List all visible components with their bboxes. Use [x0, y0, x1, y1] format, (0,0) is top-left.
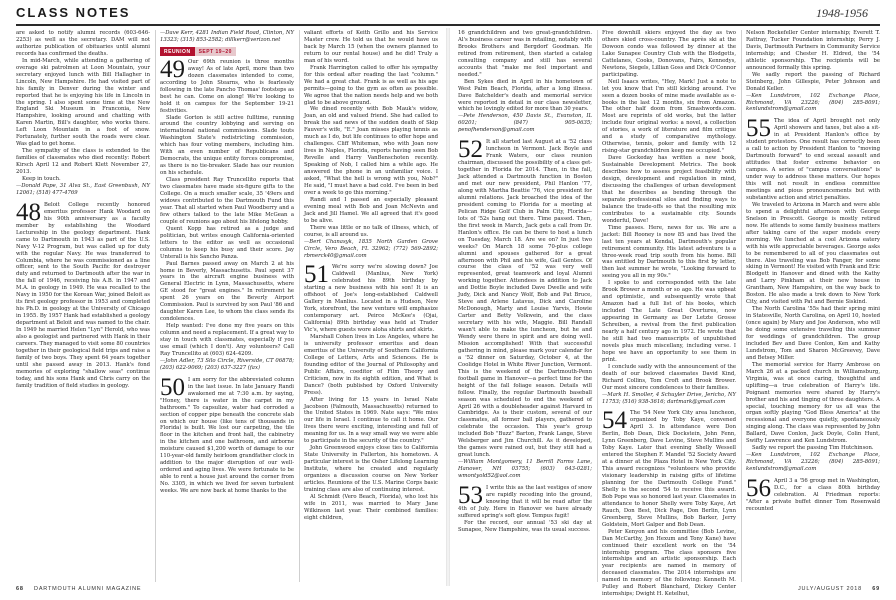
- column-divider: [299, 30, 300, 582]
- header-rule: [16, 24, 880, 26]
- paragraph: There was little or no talk of illness, which, of course, is all around us.: [304, 224, 438, 238]
- footer-left: [16, 586, 141, 592]
- paragraph: Time passes. Here, news for us. We are a jacket: Bill Rooney is now 85 and has lived the last ten years at Kendal, Dartmouth's popular retirement community. His latest adventure is a three-week road trip south from his home. Bill was entitled by Dartmouth to this first by letter, then last summer he wrote, "Looking forward to seeing you all in my 90s.": [602, 224, 736, 280]
- paragraph: The memorial service for Harry Ambrose on March 26 at a packed church in Williamsburg, Virginia, was at once caring, thoughtful and uplifting—a true celebration of Harry's life. Poignant memories were shared by Harry's brother and his and tinging of three daughters. A special, touching memory for us all was the organ softly playing "God Bless America" at the recessional and everyone quietly, spontaneously singing along. The class was represented by John Ballard, Dave Conlon, Jack Doyle, Colin Hunt, Swifty Lawrence and Ken Lundstrom.: [746, 361, 880, 445]
- reunion-banner: [160, 47, 294, 56]
- column-6: [746, 30, 880, 582]
- secretary-signature: —Ken Lundstrom, 102 Exchange Place, Richmond, VA 23226; (804) 285-8091; kenlundstrom@gmail.com: [746, 92, 880, 113]
- paragraph: Five downhill skiers enjoyed the day as two others skied cross-country. The après ski at the Dowoon condo was followed by dinner at the Lake Sunapee Country Club with the Blodgetts, Cattelanes, Cooks, Donovans, Fairs, Kennedys, Newtons, Siegels, Lillian Goss and Dick O'Connor participating.: [602, 30, 736, 78]
- class-entry-text: It all started last August at a '52 class luncheon in Vermont. Jack Boyle and Frank Waters, our class reunion chairman, discussed the possibility of a class get-together in Florida for 2014. Then, in the fall, Jack attended a Dartmouth function in Boston and met our new president, Phil Hanlon '77, along with Martha Beattie '76, vice president for alumni relations. Jack broached the idea of the president coming to Florida for a meeting at Pelican Ridge Golf Club in Palm City, Florida—lots of '52s hang out there. Time passed. Then, the first week in March, Jack gets a call from Dr. Hanlon's office. He can be there to host a lunch on Tuesday, March 18. Are we on? In just two weeks? On March 18 some 70-plus college alumni and spouses gathered for a great afternoon with Phil and his wife, Gail Gentes. Of course the class of '52 was very well represented, great teamwork and loyal Alumni working together. Attendees in addition to Jack and Dottie Boyle included Dave Dwelle and wife Judy, Dick and Nancy Wolf, Bob and Pat Bruce, Steve and Arlene Latavus, Dick and Caroline McDonough, Marty and Louise Yarvis, Howie Carter and Betty Volkwein, and the class secretary with his wife, Maggie. Bill Randall wasn't able to make the luncheon, but he and Wendy were there in spirit and are doing well. Mission accomplished! With that successful gathering in mind, please mark your calendar for a '52 dinner on Saturday, October 4, at the Coolidge Hotel in White River Junction, Vermont. This is the weekend of the Dartmouth-Penn football game in Hanover—a perfect time for the height of the fall foliage season. Details will follow. Finally, the regular Dartmouth baseball season was scheduled to end the weekend of April 26 with a doubleheader against Harvard in Cambridge. As is their custom, several of our classmates, all former ball players, gathered to celebrate the occasion. This year's group included Bob "Buzz" Barton, Frank Lange, Steve Welsberger and Jim Churchill. As it developed, the games were rained out, but they still had a great lunch.: [458, 139, 592, 459]
- paragraph: Keep in touch.: [22, 176, 61, 183]
- secretary-signature: —Ken Lundstrom, 102 Exchange Place, Richmond, VA 23226; (804) 285-8091; kenlundstrom@gmail.com: [746, 452, 880, 473]
- paragraph: valiant efforts of Keith Grillo and his Service Master crew. He told us that he would have us back by March 15 (when the owners planned to return to our rental house) and he did! Truly a man of his word.: [304, 30, 438, 64]
- paragraph: We traveled to Arizona in March and were able to spend a delightful afternoon with George Snelson in Prescott. George is mostly retired now. He attends to some family business matters after taking care of the super models every morning. We lunched at a cool Arizona eatery with his wife appreciable beverages. George asks to be remembered to all of you classmates out there. Also traveling was Bob Fanger, for some skiing in Vermont! He visited with Frank and Eric Blodgett in Hanover and dined with the Kathy and Larry Pinkham at their new house in Grantham, New Hampshire, on the way back to Boston. He also made a trek down to New York City, and visited with Pat and Bernie Siskind.: [746, 201, 880, 306]
- column-5: [602, 30, 736, 598]
- secretary-signature: —Mark H. Smoller, 4 Schuyler Drive, Jericho, NY 11753; (516) 938-3616; dartmark@gmail.com: [602, 391, 736, 405]
- class-year-number: 56: [746, 475, 771, 503]
- paragraph: For the record, our annual '53 ski day at Sunapee, New Hampshire, was its usual success.: [458, 519, 592, 533]
- paragraph: 16 grandchildren and two great-grandchildren. Al's business career was in retailing, notably with Brooks Brothers and Bergdorf Goodman. He retired from retirement, then started a catalog consulting company and still has several accounts that "make me feel important and needed.": [458, 30, 592, 78]
- class-year-number: 49: [160, 55, 185, 83]
- paragraph: I conclude sadly with the announcement of the death of our beloved classmates David Kind, Richard Collins, Tom Croft and Brook Brower. Our most sincere condolences to their families.: [602, 363, 736, 391]
- footer-right: [798, 586, 880, 592]
- reunion-dates: SEPT 19–20: [195, 47, 236, 56]
- column-4: [458, 30, 592, 582]
- paragraph: Slade Gorton is still active fulltime, running around the country lobbying and serving on international national commissions. Slade touts Washington State's redistricting commission, which has four voting members, including him. With an even number of Republicans and Democrats, the unique entity forces compromise, as there is no tie-breaker. Slade has our reunion on his schedule.: [160, 114, 294, 177]
- class-entry-52: [458, 136, 592, 459]
- paragraph: The sympathy of the class is extended to the families of classmates who died recently: Robert Kirsch April 12 and Robert Klett November 27, 2013.: [16, 148, 150, 176]
- column-divider: [741, 30, 742, 582]
- column-divider: [155, 30, 156, 582]
- class-entry-text: We're sorry we're slowing down? Joe Caldwell (Manlius, New York) celebrated his 89th birthday by starting a new business with his son! It is an offshoot of Joe's long-established Caldwell Gallery in Manlius. Located in a Hudson, New York, storefront, the new venture will emphasize contemporary art. Peirce McKee's (Ojai, California) 89th birthday was held at Trader Vic's, where guests wore aloha shirts and skirts.: [304, 264, 438, 334]
- paragraph: Al Schmidt (Vero Beach, Florida), who lost his wife in 2011, was married to Mary Jane Wilkinson last year. Their combined families: eight children,: [304, 493, 438, 521]
- class-entry-54: [602, 407, 736, 528]
- paragraph: Marshall Cohen lives in Los Angeles, where he is university professor emeritus and dean emeritus of the University of Southern California College of Letters, Arts and Sciences. He is founding editor of the Journal of Philosophy and Public Affairs, coeditor of Film Theory and Criticism, now in its eighth edition, and What is Dance? (both published by Oxford University Press).: [304, 333, 438, 396]
- paragraph: Paul Barnes passed away on March 2 at his home in Beverly, Massachusetts. Paul spent 37 years in the aircraft engine business with General Electric in Lynn, Massachusetts, where GE stood for "great engines." In retirement he spent 26 years on the Beverly Airport Commission. Paul is survived by son Paul '86 and daughter Karen Lee, to whom the class sends its condolences.: [160, 260, 294, 323]
- class-entry-text: Our 69th reunion is three months away! As of late April, more than two dozen classmates intended to come, according to John Stearns, who is fearlessly following in the late Pancho Thomas' footsteps as best he can. Come on along! We're looking to hold it on campus for the September 19-21 festivities.: [160, 58, 294, 114]
- issue-date: JULY/AUGUST 2018: [798, 586, 862, 592]
- class-year-number: 54: [602, 407, 627, 435]
- column-divider: [597, 30, 598, 582]
- class-year-number: 55: [746, 115, 771, 143]
- paragraph: We sadly report the passing of Richard Steinberg, John Gillespie, Peter Johnson and Donald Keller.: [746, 71, 880, 92]
- class-entry-48: [16, 198, 150, 390]
- class-entry-53: [458, 482, 592, 520]
- paragraph: Quent Kopp has retired as a judge and politician, but writes enough California-oriented letters to the editor as well as occasional columns to keep his busy and their score. Jay Unterall is his Sancho Panza.: [160, 225, 294, 260]
- paragraph: are asked to notify alumni records (603-646-2253) as well as the secretary. DAM will not authorize publication of obituaries until alumni records has confirmed the deaths.: [16, 30, 150, 57]
- class-entry-text: I am sorry for the abbreviated column in the last issue. In late January Randi awakened me at 7:30 a.m. by saying, "Honey, there is water in the carpet in my bathroom." To capsulize, water had corroded a section of copper pipe beneath the concrete slab on which our house (like tens of thousands in Florida) is built. We lost our carpeting, the tile floor in the kitchen and front hall, the cabinetry in the kitchen and one bathroom, and airborne moisture caused $1,200 worth of damage to our 110-year-old family heirloom grandfather clock in addition to the major disruption of our well-ordered and aging lives. We were fortunate to be able to rent a house just around the corner from No. 3305, in which we lived for seven turbulent weeks. We are now back at home thanks to the: [160, 376, 294, 495]
- section-title: CLASS NOTES: [16, 5, 131, 20]
- page-gutter: [446, 28, 450, 586]
- class-year-number: 52: [458, 136, 483, 164]
- paragraph: Sadly we report the passing Tim Hutchinson.: [752, 445, 874, 452]
- column-3: [304, 30, 438, 582]
- class-year-number: 51: [304, 261, 329, 289]
- paragraph: Class president Ray Truncellito reports that two classmates have made six-figure gifts to the College. On a much smaller scale, 35 '49ers and widows contributed to the Dartmouth Fund this year. That all started when Paul Woodberry and a few others talked to the late Mike McGean a couple of reunions ago about his lifelong hobby.: [160, 177, 294, 225]
- secretary-signature: —Pete Henderson, 450 Davis St., Evanston, IL 60201; (847) 905-0635; penofhenderson@gmail.com: [458, 113, 592, 134]
- paragraph: Dave Gockeday has written a new book, Sustainable Development Metrics. The book describes how to assess project feasibility with design, development and regulation in mind, discussing the challenges of urban development that he describes as bending through the separate professional silos and finding ways to balance the trade-offs so that the resulting mix contributes to a sustainable city. Sounds wonderful, Dave!: [602, 155, 736, 224]
- class-entry-text: I write this as the last vestiges of snow are rapidly receding into the ground, knowing that it will be read after the 4th of July. Here in Hanover we have already suffered spring's soft glow. Tempus fugit!: [458, 485, 592, 519]
- class-entry-text: The idea of April brought not only April showers and taxes, but also a sit-in at President Hanlon's office by student protestors. One result has correctly been a call to action by President Hanlon to "moving Dartmouth forward" to end sexual assault and attitudes that foster extreme behavior on campus. A series of "campus conversations" is under way to address these matters. Our hopes this will not result in endless committee meetings and pious pronouncements but with substantive action and strict penalties.: [746, 118, 880, 201]
- secretary-signature: —William Montgomery, 11 Berrill Farms Lane, Hanover, NH 03755; (603) 643-0281; wmontyold52@aol.com: [458, 459, 592, 480]
- paragraph: Ben Sykes died in April in his hometown of West Palm Beach, Florida, after a long illness. Dave Batchelder's death and memorial service were reported in detail in our class newsletter, which he lovingly edited for more than 30 years.: [458, 78, 592, 113]
- secretary-signature: —Bert Chanasyk, 1835 North Garden Grove Circle, Vero Beach, FL 32962; (772) 569-2892; rbmerck40@gmail.com: [304, 238, 438, 259]
- secretary-signature: —Dave Kerr, 4281 Indian Field Road, Clinton, NY 13323; (315) 853-2582; dillkerr@verizon.net: [160, 30, 294, 43]
- class-entry-text: April 3 a '56 group met in Washington, D.C., for a class 80th birthday celebration. Al Friedman reports: "After a private buffet dinner Tom Rosenwald recounted: [746, 478, 880, 512]
- paragraph: In mid-March, while attending a gathering of overage ski patrolmen at Loon Mountain, your secretary enjoyed lunch with Bill Hallagher in Lincoln, New Hampshire. He had visited part of his family in Denver during the winter and reported that he is enjoying his life in Lincoln in the spring. I also spent some time at the New England Ski Museum in Franconia, New Hampshire, looking around and chatting with Karen Martin, Bill's daughter, who works there. Left Loon Mountain in a foot of snow. Fortunately, further south the roads were clear. Was glad to get home.: [16, 57, 150, 148]
- page-number-left: 68: [16, 586, 24, 592]
- class-entry-51: [304, 261, 438, 334]
- paragraph: After living for 15 years in Israel Nate Jacobson (Falmouth, Massachusetts) returned to the United States in 1969. Nate says: "We miss our life in Israel. I continue to call it home. Our lives there were exciting, interesting and full of meaning for us. In a way small way we were able to participate in the security of the country.": [304, 396, 438, 445]
- secretary-signature: —Donald Pape, 31 Alva St., East Greenbush, NY 12061; (518) 477-4769: [16, 182, 150, 196]
- paragraph: Frank Harrington called to offer his sympathy for this ordeal after reading the last "column." We had a great chat. Frank is as well as his age permits—going to the gym as often as possible. We agree that the nation needs help and we both glad to be above ground.: [304, 64, 438, 106]
- column-1: [16, 30, 150, 582]
- paragraph: Peter Kenyon and his committee (Bob Levine, Dan McCarthy, Jon Hexum and Tony Kane) have continued their excellent work on the '54 internship program. The class sponsors five internships and an artistic sponsorship. Each year recipients are named in memory of deceased classmates. The 2014 internships are named in memory of the following: Kenneth M. Pulley and Robert Blanchard, Dickey Center internships; Dwight H. Ketelhut,: [602, 528, 736, 598]
- page-number-right: 69: [872, 586, 880, 592]
- class-entry-49: [160, 55, 294, 115]
- publication-name: DARTMOUTH ALUMNI MAGAZINE: [34, 586, 142, 592]
- paragraph: Neil Isaacs writes, "Hey, Mark! Just a note to let you know that I'm still kicking around. I've seen a dozen books of mine made available as e-books in the last 12 months, six from Amazon. The other half doom from Smashwords.com. Most are reprints of old works, but the latter include four original works: a novel, a collection of stories, a work of literature and film critique and a study of comparative mythology. Otherwise, tennis, poker and family with 12 rising-star grandchildren keep me occupied.": [602, 78, 736, 155]
- class-entry-text: The '54 New York City area luncheon, organized by Toby Kaye, convened April 3. In attendance were Don Berlin, Bob Dean, Dick Dockstein, John Fenn, Lynn Greenberg, Dave Levine, Steve Mullins and Toby Kaye. Later that evening Shelly Wessell entered the Stephen F. Mandel '52 Society Award at a dinner at the Plaza Hotel in New York City. This award recognizes "volunteers who provide visionary leadership in raising gifts of lifetime planning for the Dartmouth College Fund." Shelly is the second '54 to receive this award. Bob Pope was so honored last year. Classmates in attendance to honor Shelly were Toby Kaye, Art Rauch, Don Best, Dick Page, Don Berlin, Lynn Greenberg, Steve Mullins, Bob Barker, Jerry Goldstein, Mort Galper and Bob Dean.: [602, 410, 736, 528]
- class-year-number: 53: [458, 482, 483, 509]
- class-entry-text: Beloit College recently honored emeritus professor Hank Woodard on his 90th anniversary as a faculty member by establishing the Woodard Lectureship in the geology department. Hank came to Dartmouth in 1943 as part of the U.S. Navy V-12 Program, but was called up for duty with the regular Navy. He was transferred to Columbia, where he was commissioned as a line officer, sent to the South Pacific for destroyer duty and returned to Dartmouth after the war in the fall of 1946, receiving his A.B. in 1947 and M.A. in geology in 1949. He was recalled to the Navy in 1950 for the Korean War, joined Beloit as its first geology professor in 1953 and completed his Ph.D. in geology at the University of Chicago in 1955. By 1957 Hank had established a geology department at Beloit and was named to the chair. In 1949 he married Helen "Lyn" Herold, who was also a geologist and partnered with Hank in their careers. They managed to visit some 80 countries together in their geological field trips and raise a family of two boys. They spent 64 years together until she passed away in 2013. Hank's fond memories of exploring "shallow seas" continue today, and his sons Hank and Chris carry on the family tradition of field studies in geology.: [16, 201, 150, 389]
- paragraph: The North Carolina '55s had their spring mini in Statesville, North Carolina, on April 10, hosted (once again) by Mary and Joe Anderson, who will be doing some extensive traveling this summer for weddings of grandchildren. The group included Bev and Dave Conlon, Ken and Kathy Lundstrom, Tom and Sharon McGreevey, Dave and Betsey Miller.: [746, 306, 880, 361]
- class-years-range: 1948-1956: [816, 6, 868, 20]
- paragraph: Help wanted: I've done my five years on this column and need a replacement. If a great way to stay in touch with classmates, especially if you use email (which I don't). Any volunteers? Call Ray Truncellito at (603) 624-4209.: [160, 323, 294, 357]
- class-entry-56: [746, 475, 880, 513]
- paragraph: Randi and I passed an especially pleasant evening meal with Bob and Joan McNevin and Jack and Jill Hamel. We all agreed that it's good to be alive.: [304, 196, 438, 224]
- column-2: [160, 30, 294, 582]
- reunion-label: REUNION: [160, 47, 195, 56]
- class-year-number: 50: [160, 373, 185, 401]
- class-entry-50: [160, 373, 294, 495]
- class-year-number: 48: [16, 198, 41, 226]
- paragraph: We dined recently with Bob Mauk's widow, Joan, an old and valued friend. She had called to break the sad news of the sudden death of Skip Fauver's wife, "E." Joan misses playing tennis as much as I do, but life continues to offer hope and challenges. Cliff Whiteman, who with Joan now lives in Naples, Florida, reports having seen Bob Revelle and Harry VanBenschoten recently. Speaking of Nob, I called him a while ago. He answered the phone in an unfamiliar voice. I asked, "What the hell is wrong with you, Nob?" He said, "I must have a bad cold. I've been in bed over a week to go this morning.": [304, 106, 438, 196]
- paragraph: Nelson Rockefeller Center internship; Everett T. Rattray, Tucker Foundation internship; Perry J. Davis, Dartmouth Partners in Community Service internship; and Chester H. Eldred, the '54 athletic sponsorship. The recipients will be announced formally this spring.: [746, 30, 880, 71]
- secretary-signature: —John Adler, 73 Silo Circle, Riverside, CT 06878; (203) 622-9069; (203) 637-3227 (fax): [160, 357, 294, 371]
- paragraph: John Greenwood enjoys close ties to California State University in Fullerton, his hometown. A particular interest is the Osher Lifelong Learning Institute, where he created and regularly organizes a discussion course on New Yorker articles. Reunions of the U.S. Marine Corps basic training class are also of continuing interest.: [304, 445, 438, 493]
- class-entry-55: [746, 115, 880, 201]
- paragraph: I spoke to and corresponded with the late Brook Brower a month or so ago. He was upbeat and optimistic, and subsequently wrote that Amazon had a full list of his books, which included The Late Great Overtures, now appearing in Germany as Der Letzte Grosse Schreiben, a revival from the first publication nearly a half century ago in 1972. He wrote that he still had two manuscripts of unpublished novels plus much miscellany, including verse. I hope we have an opportunity to see them in print.: [602, 280, 736, 363]
